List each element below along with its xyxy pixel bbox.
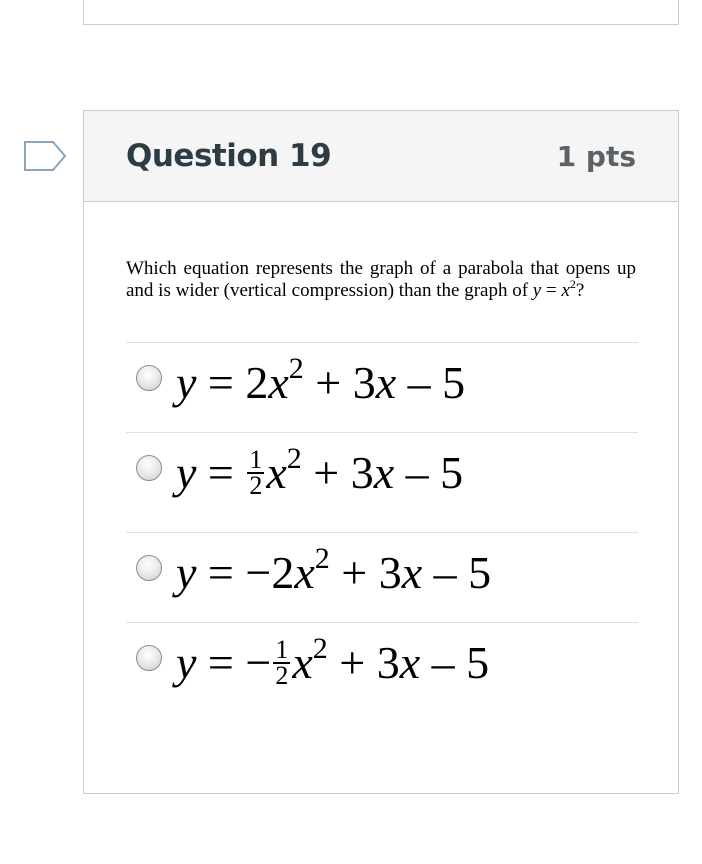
eq-exponent: 2 xyxy=(288,352,304,385)
eq-x: x xyxy=(294,547,315,598)
eq-exponent: 2 xyxy=(314,542,330,575)
question-math-x: x xyxy=(561,280,570,301)
eq-equals: = xyxy=(196,357,246,408)
eq-y: y xyxy=(176,357,197,408)
answer-equation-4 xyxy=(176,633,489,693)
eq-linear-coef: + 3 xyxy=(329,547,402,598)
answer-equation-1 xyxy=(176,353,465,413)
answer-radio-4[interactable] xyxy=(136,645,162,671)
answer-radio-3[interactable] xyxy=(136,555,162,581)
question-header xyxy=(84,111,678,202)
eq-linear-x: x xyxy=(373,447,395,498)
question-card xyxy=(83,110,679,794)
eq-linear-coef: + 3 xyxy=(301,447,374,498)
fraction-denominator: 2 xyxy=(275,661,289,691)
answer-equation-2 xyxy=(176,443,463,503)
eq-y: y xyxy=(176,447,197,498)
eq-y: y xyxy=(176,547,197,598)
question-text-end: ? xyxy=(575,280,585,301)
eq-x: x xyxy=(266,447,287,498)
answer-option-1[interactable] xyxy=(126,342,638,432)
eq-y: y xyxy=(176,637,197,688)
question-math-y: y xyxy=(532,280,542,301)
question-body xyxy=(84,202,678,714)
question-math-exponent: 2 xyxy=(569,277,576,291)
answer-radio-1[interactable] xyxy=(136,365,162,391)
question-title: Question 19 xyxy=(126,138,332,174)
eq-constant: – 5 xyxy=(394,447,464,498)
eq-sign: − xyxy=(245,637,272,688)
eq-equals: = xyxy=(196,637,246,688)
answer-list xyxy=(126,342,638,714)
fraction-numerator: 1 xyxy=(249,445,263,475)
question-text xyxy=(126,258,636,302)
eq-constant: – 5 xyxy=(422,547,492,598)
eq-coefficient: 2 xyxy=(245,357,269,408)
flag-question-icon[interactable] xyxy=(23,140,67,172)
eq-exponent: 2 xyxy=(312,632,328,665)
previous-question-box xyxy=(83,0,679,25)
eq-equals: = xyxy=(196,547,246,598)
eq-linear-coef: + 3 xyxy=(303,357,376,408)
answer-option-2[interactable] xyxy=(126,432,638,532)
eq-sign: − xyxy=(245,547,272,598)
eq-constant: – 5 xyxy=(396,357,466,408)
eq-linear-x: x xyxy=(375,357,397,408)
eq-exponent: 2 xyxy=(286,442,302,475)
question-math-equals: = xyxy=(541,280,562,301)
question-text-main: Which equation represents the graph of a parabola that opens up and is wider (vertical compression) than the graph of xyxy=(126,258,636,301)
answer-radio-2[interactable] xyxy=(136,455,162,481)
fraction-numerator: 1 xyxy=(275,635,289,665)
fraction-denominator: 2 xyxy=(249,471,263,501)
answer-equation-3 xyxy=(176,543,491,603)
eq-coefficient: 2 xyxy=(271,547,295,598)
eq-x: x xyxy=(268,357,289,408)
eq-linear-x: x xyxy=(399,637,421,688)
answer-option-4[interactable] xyxy=(126,622,638,714)
eq-linear-x: x xyxy=(401,547,423,598)
answer-option-3[interactable] xyxy=(126,532,638,622)
eq-equals: = xyxy=(196,447,246,498)
eq-linear-coef: + 3 xyxy=(327,637,400,688)
eq-constant: – 5 xyxy=(420,637,490,688)
question-points: 1 pts xyxy=(556,139,636,173)
eq-fraction xyxy=(273,635,290,691)
eq-x: x xyxy=(292,637,313,688)
eq-fraction xyxy=(247,445,264,501)
